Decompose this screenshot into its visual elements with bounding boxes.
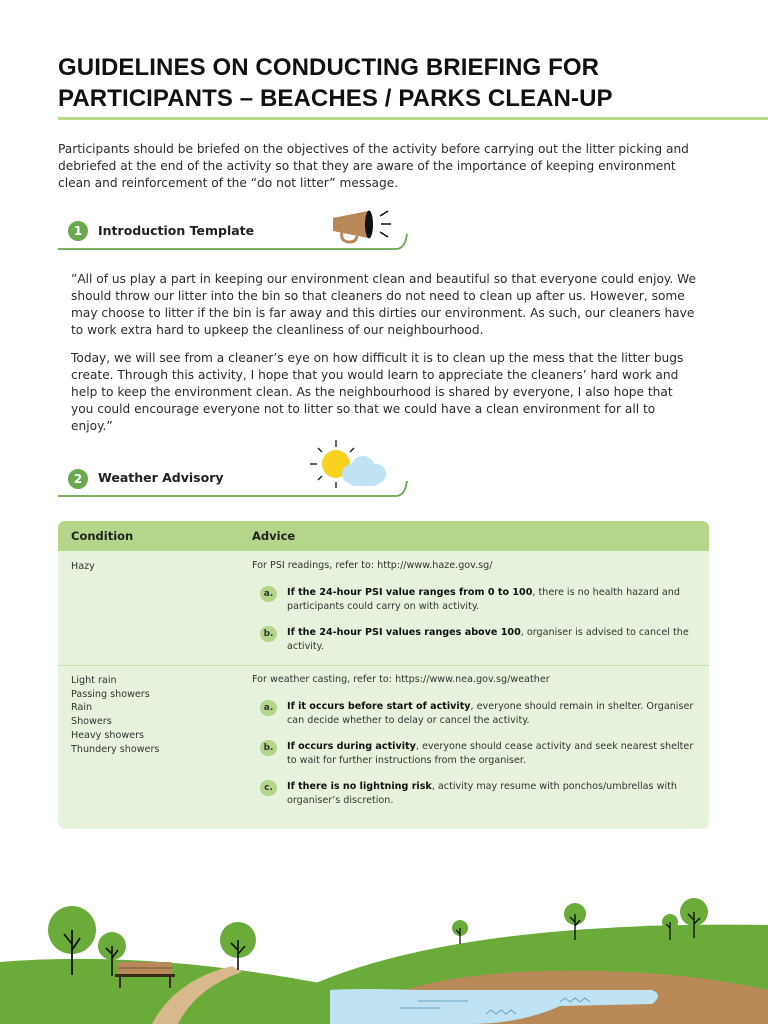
condition-item: Showers [71,716,112,728]
advice-text [287,700,699,727]
condition-item: Thundery showers [71,743,160,755]
condition-cell [71,560,95,574]
table-row [58,674,709,824]
advice-text [287,740,699,767]
intro-paragraph: Participants should be briefed on the objectives of the activity before carrying out the litter picking and debriefed at the end of the activity so that they are aware of the importance of keeping environment clean and reinforcement of the “do not litter” message. [58,142,689,190]
advice-letter-badge: b. [260,626,277,642]
row-divider [58,665,709,666]
advice-rest: , organiser is advised to cancel the activity. [287,627,689,652]
section-2-number: 2 [68,469,88,489]
advice-rest: , everyone should cease activity and seek nearest shelter to wait for further instructions from the organiser. [287,741,694,766]
advice-intro: For weather casting, refer to: https://www.nea.gov.sg/weather [252,674,550,685]
advice-bold: If it occurs before start of activity [287,701,471,712]
advice-letter-badge: c. [260,780,277,796]
advice-bold: If occurs during activity [287,741,416,752]
condition-item: Heavy showers [71,729,145,741]
advice-text [287,780,699,807]
intro-template-paragraph-2: Today, we will see from a cleaner’s eye on how difficult it is to clean up the mess that the litter bugs create. Through this activity, I hope that you would learn to appreciate the cleaners’ hard work and help to keep the environment clean. As the neighbourhood is shared by everyone, I also hope that you could encourage everyone not to litter so that we could have a clean environment for all to enjoy.” [71,351,684,433]
tree-icon [220,922,256,970]
section-1-number: 1 [68,221,88,241]
advice-text [287,586,699,613]
condition-cell [71,674,159,756]
advice-letter-badge: a. [260,700,277,716]
weather-advisory-table [58,521,709,829]
condition-item: Rain [71,702,93,714]
tree-icon [452,920,468,944]
table-header [58,521,709,551]
advice-rest: , there is no health hazard and participants could carry on with activity. [287,587,680,612]
megaphone-icon [330,206,396,246]
title-underline [58,117,768,120]
advice-letter-badge: a. [260,586,277,602]
advice-bold: If there is no lightning risk [287,781,432,792]
page-title-line-2: PARTICIPANTS – BEACHES / PARKS CLEAN-UP [58,85,613,112]
advice-rest: , everyone should remain in shelter. Organiser can decide whether to delay or cancel the activity. [287,701,694,726]
advice-text [287,626,699,653]
header-condition: Condition [71,529,134,543]
page-title-line-1: GUIDELINES ON CONDUCTING BRIEFING FOR [58,54,600,81]
sun-cloud-icon [308,438,396,494]
header-advice: Advice [252,529,296,543]
condition-item: Hazy [71,561,95,572]
advice-letter-badge: b. [260,740,277,756]
advice-bold: If the 24-hour PSI value ranges from 0 to 100 [287,587,533,598]
park-landscape-illustration [0,880,768,1024]
advice-rest: , activity may resume with ponchos/umbrellas with organiser’s discretion. [287,781,677,806]
section-2-label: Weather Advisory [98,470,224,485]
section-1-label: Introduction Template [98,223,255,238]
advice-bold: If the 24-hour PSI values ranges above 100 [287,627,521,638]
condition-item: Light rain [71,675,117,686]
condition-item: Passing showers [71,688,150,700]
advice-intro: For PSI readings, refer to: http://www.haze.gov.sg/ [252,560,493,571]
page-title [58,52,708,114]
intro-template-paragraph-1: ”All of us play a part in keeping our environment clean and beautiful so that everyone could enjoy. We should throw our litter into the bin so that cleaners do not need to clean up after us. However, some may choose to litter if the bin is far away and this dirties our environment. As such, our cleaners have to work extra hard to upkeep the cleanliness of our neighbourhood. [71,272,696,337]
